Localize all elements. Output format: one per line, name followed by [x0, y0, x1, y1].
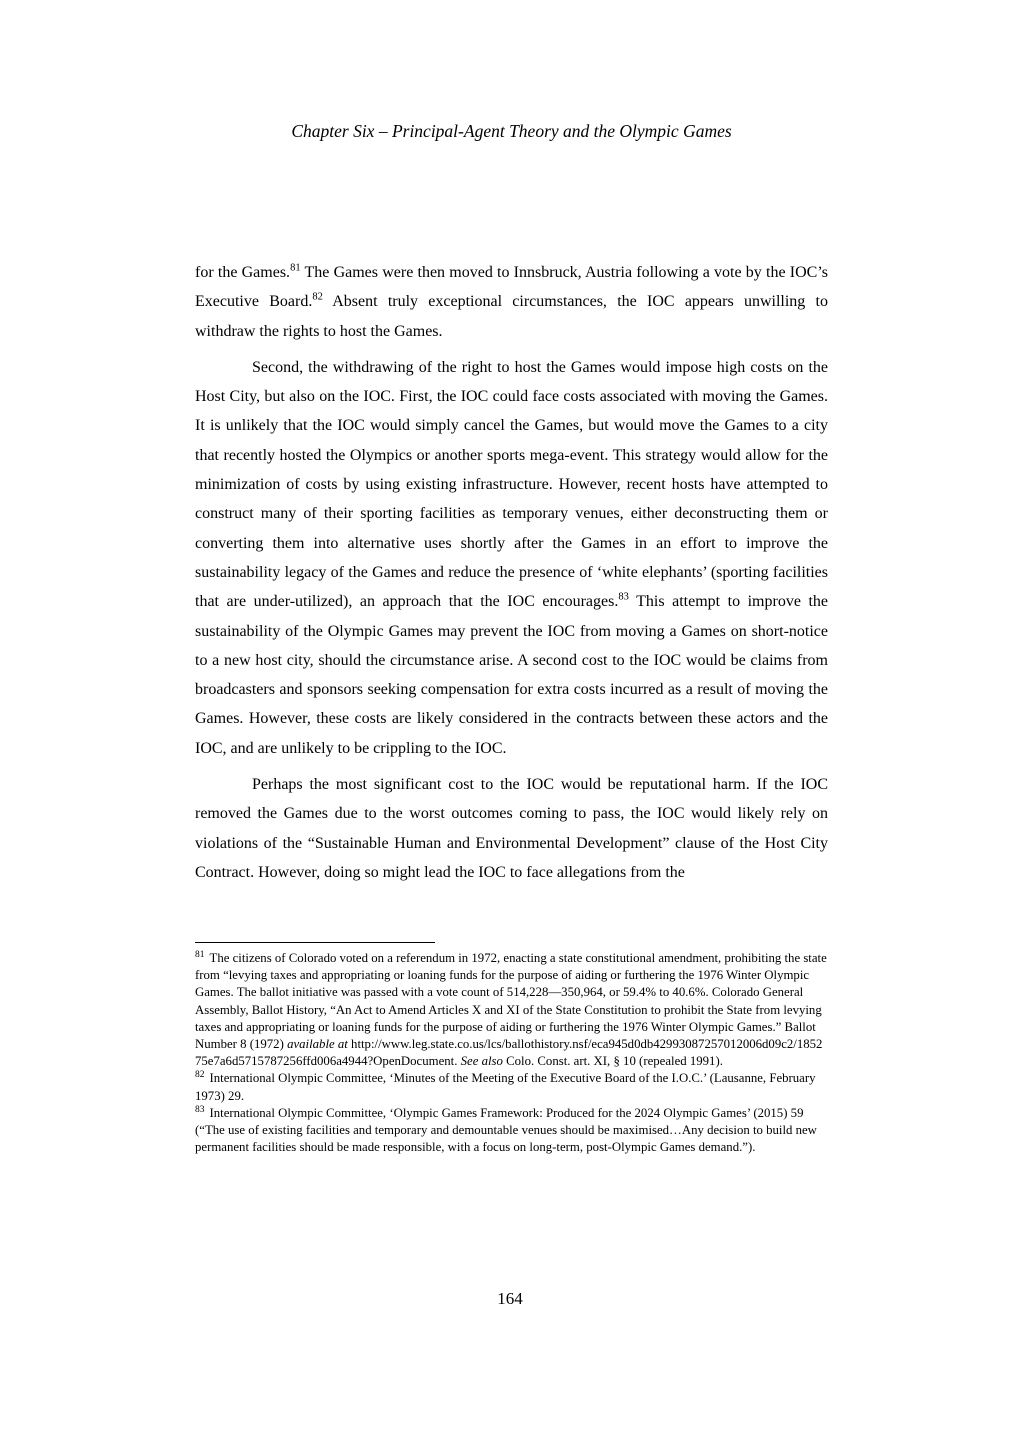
- footnote-marker: 81: [195, 949, 205, 960]
- paragraph-text: This attempt to improve the sustainability of the Olympic Games may prevent the IOC from moving a Games on short-notice to a new host city, should the circumstance arise. A second cost to the IOC would be claims from broadcasters and sponsors seeking compensation for extra costs incurred as a result of moving the Games. However, these costs are likely considered in the contracts between these actors and the IOC, and are unlikely to be crippling to the IOC.: [195, 593, 829, 757]
- body-paragraph: [195, 770, 828, 887]
- footnote-marker: 82: [195, 1070, 205, 1081]
- paragraph-text: The Games were then moved to Innsbruck, Austria following a vote by the IOC’s Executive Board.: [195, 264, 828, 311]
- footnote-marker: 83: [195, 1104, 205, 1115]
- paragraph-text: Absent truly exceptional circumstances, the IOC appears unwilling to withdraw the rights to host the Games.: [195, 293, 828, 340]
- paragraph-text: Perhaps the most significant cost to the IOC would be reputational harm. If the IOC removed the Games due to the worst outcomes coming to pass, the IOC would likely rely on violations of the “Sustainable Human and Environmental Development” clause of the Host City Contract. However, doing so might lead the IOC to face allegations from the: [195, 776, 828, 881]
- footnote-text: International Olympic Committee, ‘Olympic Games Framework: Produced for the 2024 Olympic Games’ (2015) 59 (“The use of existing facilities and temporary and demountable venues should be maximised…Any decision to build new permanent facilities should be made responsible, with a focus on long-term, post-Olympic Games demand.”).: [195, 1105, 817, 1155]
- body-paragraph: [195, 258, 828, 346]
- footnote-text-italic: See also: [460, 1054, 503, 1069]
- footnote-text: The citizens of Colorado voted on a referendum in 1972, enacting a state constitutional amendment, prohibiting the state from “levying taxes and appropriating or loaning funds for the purpose of aiding or furthering the 1976 Winter Olympic Games. The ballot initiative was passed with a vote count of 514,228—350,964, or 59.4% to 40.6%. Colorado General Assembly, Ballot History, “An Act to Amend Articles X and XI of the State Constitution to prohibit the State from levying taxes and appropriating or loaning funds for the purpose of aiding or furthering the 1976 Winter Olympic Games.” Ballot Number 8 (1972): [195, 951, 827, 1052]
- footnote-text: International Olympic Committee, ‘Minutes of the Meeting of the Executive Board of the I.O.C.’ (Lausanne, February 1973) 29.: [195, 1071, 816, 1103]
- footnote-83: [195, 1105, 828, 1157]
- footnote-81: [195, 950, 828, 1070]
- footnote-separator: [195, 942, 435, 943]
- footnote-ref-82: 82: [312, 291, 323, 303]
- footnote-82: [195, 1070, 828, 1104]
- page-number: 164: [497, 1289, 523, 1308]
- chapter-header: Chapter Six – Principal-Agent Theory and the Olympic Games: [291, 121, 732, 141]
- body-text: [195, 258, 828, 887]
- footnote-ref-83: 83: [618, 591, 629, 603]
- body-paragraph: [195, 353, 828, 763]
- paragraph-text: for the Games.: [195, 264, 291, 281]
- footnotes-section: [195, 950, 828, 1156]
- paragraph-text: Second, the withdrawing of the right to host the Games would impose high costs on the Host City, but also on the IOC. First, the IOC could face costs associated with moving the Games. It is unlikely that the IOC would simply cancel the Games, but would move the Games to a city that recently hosted the Olympics or another sports mega-event. This strategy would allow for the minimization of costs by using existing infrastructure. However, recent hosts have attempted to construct many of their sporting facilities as temporary venues, either deconstructing them or converting them into alternative uses shortly after the Games in an effort to improve the sustainability legacy of the Games and reduce the presence of ‘white elephants’ (sporting facilities that are under-utilized), an approach that the IOC encourages.: [195, 358, 828, 611]
- footnote-text-italic: available at: [287, 1037, 348, 1052]
- footnote-ref-81: 81: [290, 262, 301, 274]
- footnote-text: Colo. Const. art. XI, § 10 (repealed 1991).: [506, 1054, 723, 1069]
- footnote-url: http://www.leg.state.co.us/lcs/ballothistory.nsf/eca945d0db42993087257012006d09c2/185275e7a6d5715787256ffd006a4944?OpenDocument.: [195, 1037, 823, 1069]
